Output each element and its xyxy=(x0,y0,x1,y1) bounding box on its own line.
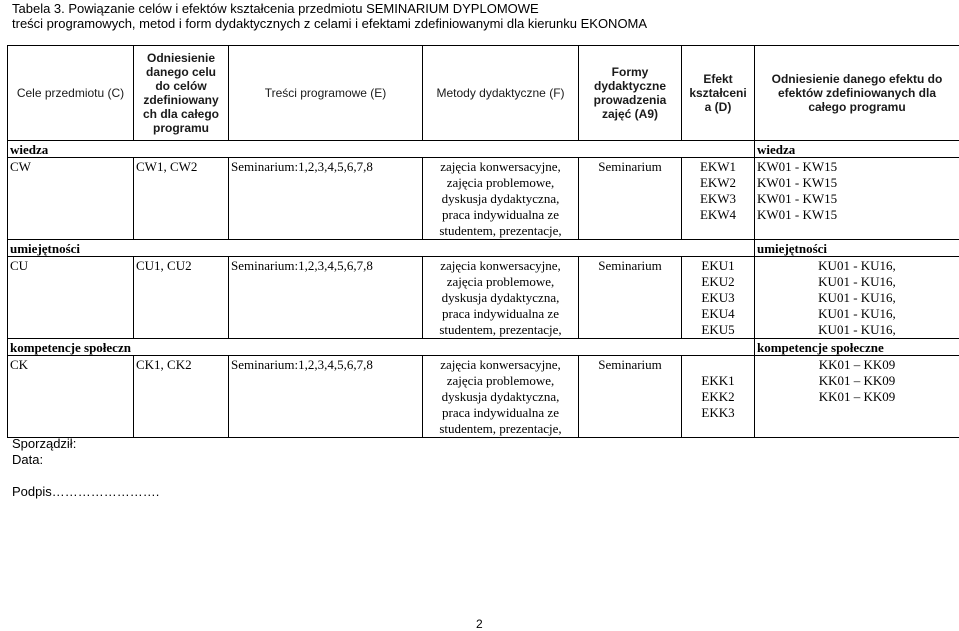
section-row-kompetencje xyxy=(8,339,959,356)
header-row xyxy=(8,46,959,141)
cell-odniesienie-efektu xyxy=(755,158,959,240)
efekt-line: EKU1 xyxy=(701,258,735,273)
section-label-right: kompetencje społeczne xyxy=(755,339,959,356)
metody-line: studentem, prezentacje, xyxy=(439,223,562,238)
metody-line: zajęcia problemowe, xyxy=(446,373,555,388)
cell-formy: Seminarium xyxy=(579,257,682,339)
header-odniesienie-line: ch dla całego xyxy=(142,107,220,121)
cell-efekt xyxy=(682,158,755,240)
cell-odniesienie-efektu xyxy=(755,356,959,438)
efekt-line: EKW4 xyxy=(699,207,737,222)
cell-cel: CU xyxy=(8,257,134,339)
header-odniesienie-line: danego celu xyxy=(145,65,216,79)
metody-line: zajęcia konwersacyjne, xyxy=(440,357,561,372)
metody-line: zajęcia problemowe, xyxy=(446,175,555,190)
page-number: 2 xyxy=(476,617,483,631)
efekt-line: EKK1 xyxy=(701,373,735,388)
efekt-line: EKW2 xyxy=(699,175,737,190)
section-label-right: umiejętności xyxy=(755,240,959,257)
footer-sporzadzil: Sporządził: xyxy=(12,436,77,451)
title-line-1: Tabela 3. Powiązanie celów i efektów kształcenia przedmiotu SEMINARIUM DYPLOMOWE xyxy=(12,1,539,16)
header-odn-efekt-line: efektów zdefiniowanych dla xyxy=(777,86,937,100)
header-odniesienie-line: do celów xyxy=(155,79,207,93)
header-odniesienie-celu xyxy=(134,46,229,141)
header-efekt-line: Efekt xyxy=(703,72,733,86)
efekt-line: EKU3 xyxy=(701,290,735,305)
odn-efekt-line: KU01 - KU16, xyxy=(818,290,896,305)
metody-line: zajęcia konwersacyjne, xyxy=(440,159,561,174)
cell-metody xyxy=(423,356,579,438)
section-label: umiejętności xyxy=(8,240,755,257)
section-label: kompetencje społeczn xyxy=(8,339,755,356)
efekt-line: EKW3 xyxy=(699,191,737,206)
mapping-table xyxy=(7,45,959,438)
efekt-line: EKU5 xyxy=(701,322,735,337)
cell-tresci: Seminarium:1,2,3,4,5,6,7,8 xyxy=(229,257,423,339)
efekt-line: EKK2 xyxy=(701,389,735,404)
odn-efekt-line: KK01 – KK09 xyxy=(818,357,896,372)
metody-line: dyskusja dydaktyczna, xyxy=(441,290,560,305)
header-odniesienie-line: zdefiniowany xyxy=(143,93,219,107)
header-odniesienie-line: Odniesienie xyxy=(146,51,216,65)
header-formy xyxy=(579,46,682,141)
efekt-line: EKU4 xyxy=(701,306,735,321)
footer-podpis: Podpis……………………. xyxy=(12,484,160,499)
header-efekt-line: a (D) xyxy=(704,100,732,114)
cell-odniesienie: CK1, CK2 xyxy=(134,356,229,438)
header-cele xyxy=(8,46,134,141)
odn-efekt-line: KW01 - KW15 xyxy=(757,175,838,190)
header-odniesienie-efektu xyxy=(755,46,959,141)
header-metody xyxy=(423,46,579,141)
table-row xyxy=(8,257,959,339)
metody-line: studentem, prezentacje, xyxy=(439,322,562,337)
header-tresci xyxy=(229,46,423,141)
efekt-line: EKK3 xyxy=(701,405,735,420)
cell-metody xyxy=(423,257,579,339)
cell-odniesienie: CW1, CW2 xyxy=(134,158,229,240)
odn-efekt-line: KU01 - KU16, xyxy=(818,258,896,273)
cell-odniesienie: CU1, CU2 xyxy=(134,257,229,339)
cell-tresci: Seminarium:1,2,3,4,5,6,7,8 xyxy=(229,356,423,438)
metody-line: praca indywidualna ze xyxy=(442,306,559,321)
odn-efekt-line: KW01 - KW15 xyxy=(757,207,838,222)
cell-metody xyxy=(423,158,579,240)
section-label-right: wiedza xyxy=(755,141,959,158)
odn-efekt-line: KU01 - KU16, xyxy=(818,306,896,321)
metody-line: zajęcia problemowe, xyxy=(446,274,555,289)
header-tresci-text: Treści programowe (E) xyxy=(264,86,387,100)
section-row-wiedza xyxy=(8,141,959,158)
header-efekt-line: kształceni xyxy=(689,86,747,100)
odn-efekt-line: KK01 – KK09 xyxy=(818,373,896,388)
cell-tresci: Seminarium:1,2,3,4,5,6,7,8 xyxy=(229,158,423,240)
metody-line: praca indywidualna ze xyxy=(442,405,559,420)
header-odn-efekt-line: Odniesienie danego efektu do xyxy=(771,72,943,86)
header-metody-text: Metody dydaktyczne (F) xyxy=(436,86,565,100)
document-title xyxy=(12,1,647,31)
metody-line: praca indywidualna ze xyxy=(442,207,559,222)
header-odn-efekt-line: całego programu xyxy=(808,100,906,114)
footer-data: Data: xyxy=(12,452,44,467)
cell-formy: Seminarium xyxy=(579,158,682,240)
section-label: wiedza xyxy=(8,141,755,158)
cell-efekt xyxy=(682,356,755,438)
metody-line: studentem, prezentacje, xyxy=(439,421,562,436)
efekt-line: EKU2 xyxy=(701,274,735,289)
metody-line: dyskusja dydaktyczna, xyxy=(441,191,560,206)
efekt-line: EKW1 xyxy=(699,159,737,174)
section-row-umiejetnosci xyxy=(8,240,959,257)
odn-efekt-line: KU01 - KU16, xyxy=(818,274,896,289)
header-efekt xyxy=(682,46,755,141)
cell-cel: CW xyxy=(8,158,134,240)
odn-efekt-line: KK01 – KK09 xyxy=(818,389,896,404)
mapping-table-wrapper xyxy=(7,45,959,438)
cell-efekt xyxy=(682,257,755,339)
cell-cel: CK xyxy=(8,356,134,438)
header-formy-line: zajęć (A9) xyxy=(601,107,659,121)
title-line-2: treści programowych, metod i form dydaktycznych z celami i efektami zdefiniowanymi dla kierunku EKONOMA xyxy=(12,16,648,31)
cell-formy: Seminarium xyxy=(579,356,682,438)
odn-efekt-line: KW01 - KW15 xyxy=(757,191,838,206)
header-formy-line: dydaktyczne xyxy=(593,79,667,93)
header-cele-text: Cele przedmiotu (C) xyxy=(16,86,125,100)
header-formy-line: Formy xyxy=(611,65,649,79)
odn-efekt-line: KW01 - KW15 xyxy=(757,159,838,174)
table-row xyxy=(8,356,959,438)
footer-prepared-by xyxy=(12,436,76,468)
metody-line: dyskusja dydaktyczna, xyxy=(441,389,560,404)
cell-odniesienie-efektu xyxy=(755,257,959,339)
table-row xyxy=(8,158,959,240)
header-odniesienie-line: programu xyxy=(152,121,209,135)
odn-efekt-line: KU01 - KU16, xyxy=(818,322,896,337)
header-formy-line: prowadzenia xyxy=(593,93,667,107)
metody-line: zajęcia konwersacyjne, xyxy=(440,258,561,273)
